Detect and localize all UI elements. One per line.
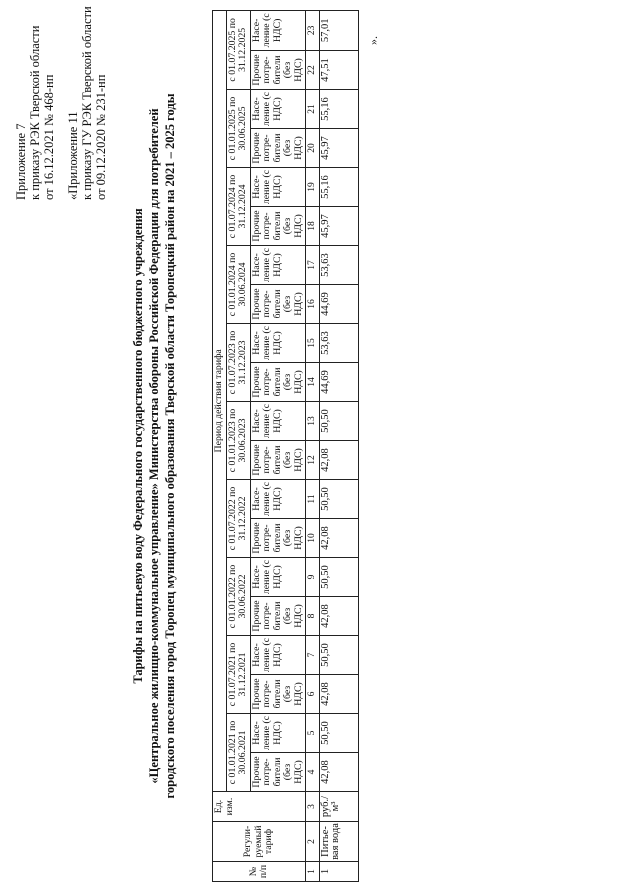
subheader-population: Насе-ление (с НДС) — [250, 402, 306, 441]
header-tariff: Регули-руемый тариф — [213, 822, 306, 862]
column-number: 10 — [306, 519, 320, 558]
title-line: городского поселения город Торопец муниципального образования Тверской области Торопецкий район на 2021 – 2025 годы — [163, 93, 177, 799]
subheader-population: Насе-ление (с НДС) — [250, 10, 306, 50]
tariff-value: 42,08 — [319, 441, 358, 480]
subheader-population: Насе-ление (с НДС) — [250, 714, 306, 753]
tariff-value: 50,50 — [319, 558, 358, 597]
row-number: 1 — [319, 862, 358, 882]
tariff-value: 42,08 — [319, 519, 358, 558]
header-no: № п/п — [213, 862, 306, 882]
subheader-population: Насе-ление (с НДС) — [250, 324, 306, 363]
tariff-value: 45,97 — [319, 207, 358, 246]
subheader-population: Насе-ление (с НДС) — [250, 480, 306, 519]
column-number: 1 — [306, 862, 320, 882]
appendix-line: от 16.12.2021 № 468-нп — [42, 74, 56, 200]
tariff-value: 55,16 — [319, 90, 358, 129]
subheader-population: Насе-ление (с НДС) — [250, 168, 306, 207]
period-header: с 01.07.2024 по 31.12.2024 — [226, 168, 250, 246]
appendix-line: к приказу РЭК Тверской области — [28, 25, 42, 200]
tariff-value: 44,69 — [319, 285, 358, 324]
subheader-other-consumers: Прочие потре-бители (без НДС) — [250, 519, 306, 558]
column-number: 3 — [306, 792, 320, 822]
subheader-other-consumers: Прочие потре-бители (без НДС) — [250, 285, 306, 324]
tariff-value: 50,50 — [319, 636, 358, 675]
tariff-value: 42,08 — [319, 597, 358, 636]
row-unit: руб./м³ — [319, 792, 358, 822]
period-header: с 01.01.2023 по 30.06.2023 — [226, 402, 250, 480]
column-number: 9 — [306, 558, 320, 597]
tariff-value: 50,50 — [319, 714, 358, 753]
period-header: с 01.01.2025 по 30.06.2025 — [226, 90, 250, 168]
tariff-table — [212, 10, 359, 882]
appendix-line: «Приложение 11 — [66, 111, 80, 200]
column-number: 21 — [306, 90, 320, 129]
subheader-other-consumers: Прочие потре-бители (без НДС) — [250, 597, 306, 636]
column-number: 13 — [306, 402, 320, 441]
period-header: с 01.01.2024 по 30.06.2024 — [226, 246, 250, 324]
period-header: с 01.07.2023 по 31.12.2023 — [226, 324, 250, 402]
title-line: «Центральное жилищно-коммунальное управление» Министерства обороны Российской Федерации для потребителей — [147, 108, 161, 784]
tariff-value: 45,97 — [319, 129, 358, 168]
column-number: 14 — [306, 363, 320, 402]
column-number: 4 — [306, 753, 320, 792]
column-number: 17 — [306, 246, 320, 285]
column-number: 2 — [306, 822, 320, 862]
row-tariff: Питье-вая вода — [319, 822, 358, 862]
tariff-value: 53,63 — [319, 324, 358, 363]
header-period: Период действия тарифа — [213, 10, 227, 791]
subheader-other-consumers: Прочие потре-бители (без НДС) — [250, 207, 306, 246]
column-number: 20 — [306, 129, 320, 168]
appendix-line: к приказу ГУ РЭК Тверской области — [80, 6, 94, 200]
tariff-value: 47,51 — [319, 51, 358, 90]
tariff-value: 42,08 — [319, 675, 358, 714]
tariff-value: 55,16 — [319, 168, 358, 207]
period-header: с 01.07.2025 по 31.12.2025 — [226, 10, 250, 89]
tariff-value: 50,50 — [319, 402, 358, 441]
column-number: 23 — [306, 10, 320, 50]
subheader-other-consumers: Прочие потре-бители (без НДС) — [250, 441, 306, 480]
column-number: 11 — [306, 480, 320, 519]
column-number: 18 — [306, 207, 320, 246]
column-number: 8 — [306, 597, 320, 636]
subheader-population: Насе-ление (с НДС) — [250, 90, 306, 129]
column-number: 7 — [306, 636, 320, 675]
subheader-other-consumers: Прочие потре-бители (без НДС) — [250, 753, 306, 792]
subheader-population: Насе-ление (с НДС) — [250, 246, 306, 285]
title-line: Тарифы на питьевую воду Федерального государственного бюджетного учреждения — [131, 208, 145, 684]
subheader-other-consumers: Прочие потре-бители (без НДС) — [250, 675, 306, 714]
column-number: 19 — [306, 168, 320, 207]
subheader-other-consumers: Прочие потре-бители (без НДС) — [250, 51, 306, 90]
column-number: 5 — [306, 714, 320, 753]
appendix-line: Приложение 7 — [14, 123, 28, 200]
column-number: 12 — [306, 441, 320, 480]
column-number: 22 — [306, 51, 320, 90]
subheader-population: Насе-ление (с НДС) — [250, 636, 306, 675]
period-header: с 01.01.2021 по 30.06.2021 — [226, 714, 250, 792]
subheader-other-consumers: Прочие потре-бители (без НДС) — [250, 129, 306, 168]
period-header: с 01.07.2022 по 31.12.2022 — [226, 480, 250, 558]
column-number: 6 — [306, 675, 320, 714]
document-title — [130, 0, 178, 892]
header-unit: Ед. изм. — [213, 792, 306, 822]
tariff-value: 42,08 — [319, 753, 358, 792]
closing-quote: ». — [366, 36, 380, 45]
period-header: с 01.07.2021 по 31.12.2021 — [226, 636, 250, 714]
column-number: 15 — [306, 324, 320, 363]
appendix-line: от 09.12.2020 № 231-нп — [94, 74, 108, 200]
appendix-header — [14, 0, 108, 200]
tariff-value: 53,63 — [319, 246, 358, 285]
tariff-value: 57,01 — [319, 10, 358, 50]
period-header: с 01.01.2022 по 30.06.2022 — [226, 558, 250, 636]
subheader-population: Насе-ление (с НДС) — [250, 558, 306, 597]
tariff-value: 44,69 — [319, 363, 358, 402]
column-number: 16 — [306, 285, 320, 324]
tariff-value: 50,50 — [319, 480, 358, 519]
subheader-other-consumers: Прочие потре-бители (без НДС) — [250, 363, 306, 402]
